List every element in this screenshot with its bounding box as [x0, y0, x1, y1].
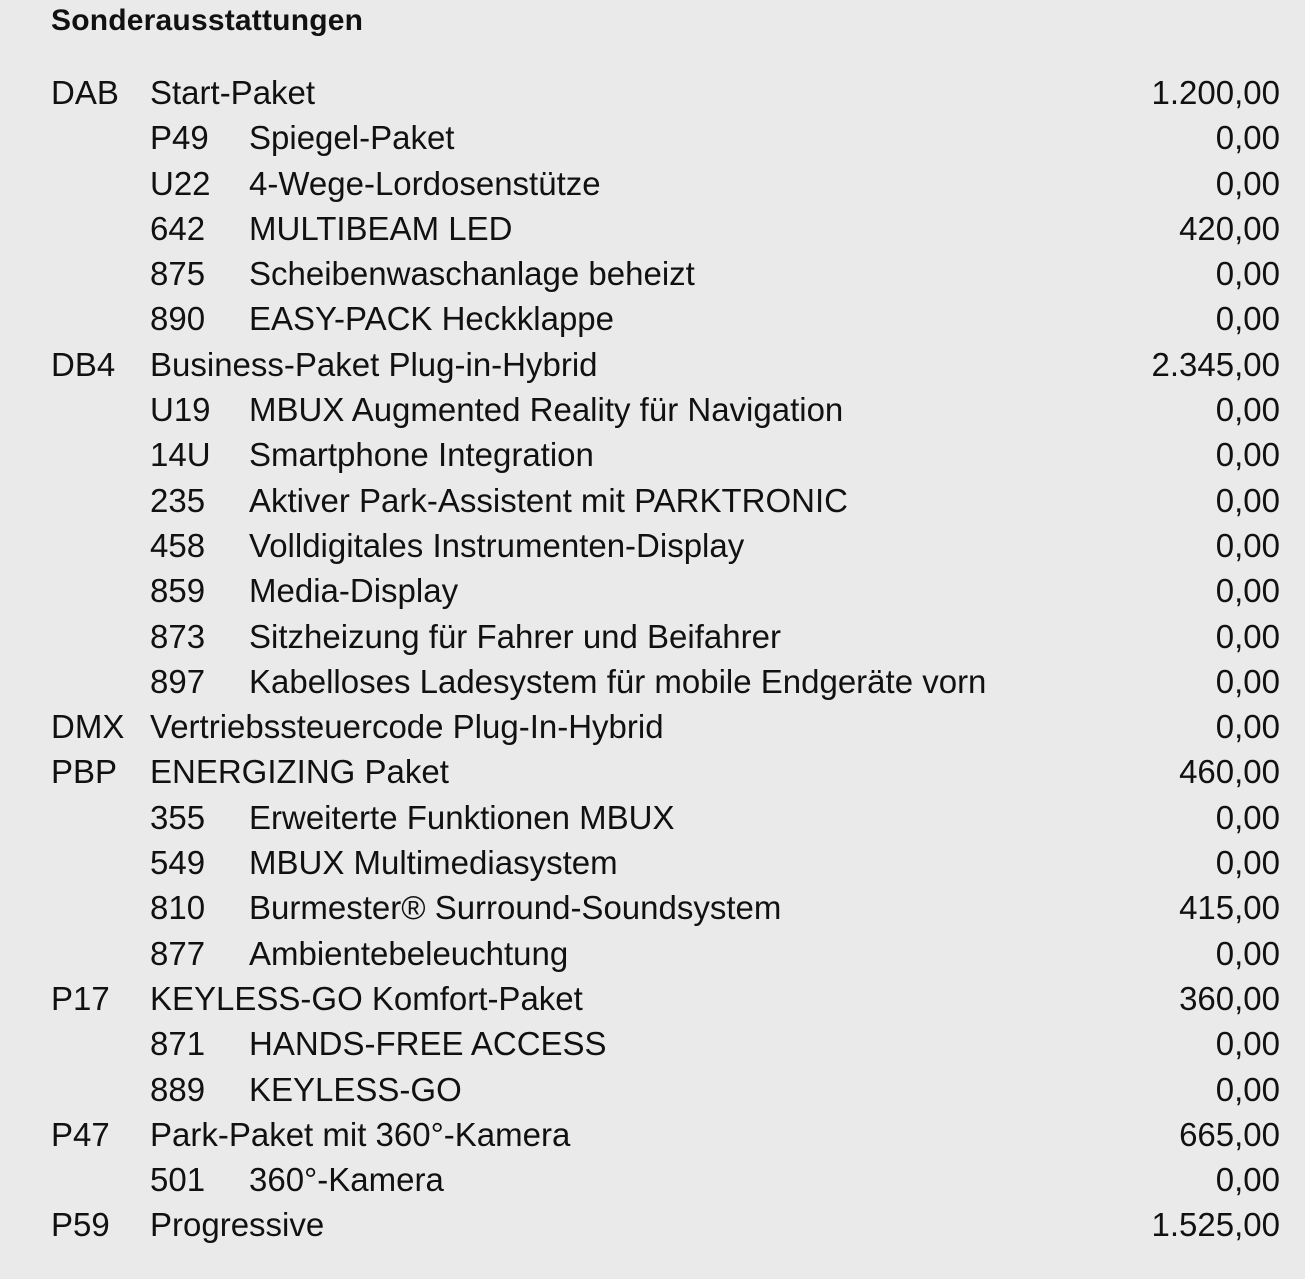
- item-code: 235: [150, 481, 206, 519]
- item-label: 4-Wege-Lordosenstütze: [249, 164, 601, 202]
- sub-item-row: [0, 296, 1305, 341]
- item-code: DMX: [51, 708, 125, 746]
- item-price: 1.200,00: [1151, 74, 1280, 111]
- item-price: 0,00: [1215, 436, 1280, 474]
- sub-item-row: [0, 161, 1305, 206]
- item-label: Smartphone Integration: [249, 436, 594, 474]
- equipment-list: [0, 70, 1305, 1248]
- item-price: 0,00: [1215, 1025, 1280, 1063]
- sub-item-row: [0, 387, 1305, 432]
- item-price: 0,00: [1215, 119, 1280, 157]
- item-price: 0,00: [1215, 300, 1280, 338]
- item-label: Ambientebeleuchtung: [249, 934, 569, 972]
- sub-item-row: [0, 659, 1305, 704]
- item-price: 0,00: [1215, 255, 1280, 293]
- sub-item-row: [0, 206, 1305, 251]
- item-code: P49: [150, 119, 209, 157]
- package-row: [0, 1112, 1305, 1157]
- item-code: DB4: [51, 345, 116, 383]
- item-code: 810: [150, 889, 206, 927]
- item-price: 0,00: [1215, 164, 1280, 202]
- item-label: Aktiver Park-Assistent mit PARKTRONIC: [249, 481, 848, 519]
- item-label: Business-Paket Plug-in-Hybrid: [150, 345, 598, 383]
- item-code: P59: [51, 1206, 110, 1244]
- item-price: 0,00: [1215, 526, 1280, 564]
- item-code: 549: [150, 844, 206, 882]
- package-row: [0, 749, 1305, 794]
- sub-item-row: [0, 251, 1305, 296]
- item-code: 355: [150, 798, 206, 836]
- item-code: 889: [150, 1070, 206, 1108]
- item-price: 415,00: [1179, 889, 1280, 927]
- sub-item-row: [0, 885, 1305, 930]
- item-code: P47: [51, 1115, 110, 1153]
- sub-item-row: [0, 568, 1305, 613]
- item-label: Scheibenwaschanlage beheizt: [249, 255, 695, 293]
- item-label: Vertriebssteuercode Plug-In-Hybrid: [150, 708, 664, 746]
- item-price: 360,00: [1179, 979, 1280, 1017]
- item-price: 0,00: [1215, 798, 1280, 836]
- item-label: Kabelloses Ladesystem für mobile Endgeräte vorn: [249, 662, 987, 700]
- item-price: 0,00: [1215, 481, 1280, 519]
- item-code: 501: [150, 1161, 206, 1199]
- item-label: Burmester® Surround-Soundsystem: [249, 889, 782, 927]
- item-label: ENERGIZING Paket: [150, 753, 449, 791]
- item-price: 1.525,00: [1151, 1206, 1280, 1244]
- item-code: P17: [51, 979, 110, 1017]
- sub-item-row: [0, 1021, 1305, 1066]
- sub-item-row: [0, 1067, 1305, 1112]
- item-code: 875: [150, 255, 206, 293]
- sub-item-row: [0, 840, 1305, 885]
- sub-item-row: [0, 478, 1305, 523]
- item-price: 0,00: [1215, 617, 1280, 655]
- package-row: [0, 704, 1305, 749]
- item-label: Media-Display: [249, 572, 459, 610]
- item-price: 0,00: [1215, 572, 1280, 610]
- item-code: 873: [150, 617, 206, 655]
- sub-item-row: [0, 614, 1305, 659]
- package-row: [0, 976, 1305, 1021]
- item-code: 458: [150, 526, 206, 564]
- item-label: KEYLESS-GO Komfort-Paket: [150, 979, 583, 1017]
- item-code: U22: [150, 164, 211, 202]
- item-label: Volldigitales Instrumenten-Display: [249, 526, 745, 564]
- item-price: 0,00: [1215, 391, 1280, 429]
- item-code: 897: [150, 662, 206, 700]
- item-price: 0,00: [1215, 1070, 1280, 1108]
- item-label: MBUX Multimediasystem: [249, 844, 618, 882]
- package-row: [0, 342, 1305, 387]
- sub-item-row: [0, 432, 1305, 477]
- item-price: 420,00: [1179, 209, 1280, 247]
- item-price: 0,00: [1215, 844, 1280, 882]
- sub-item-row: [0, 795, 1305, 840]
- item-code: 642: [150, 209, 206, 247]
- item-code: 859: [150, 572, 206, 610]
- item-price: 0,00: [1215, 934, 1280, 972]
- item-label: MBUX Augmented Reality für Navigation: [249, 391, 844, 429]
- item-label: KEYLESS-GO: [249, 1070, 462, 1108]
- item-label: Park-Paket mit 360°-Kamera: [150, 1115, 571, 1153]
- item-code: 14U: [150, 436, 211, 474]
- item-price: 0,00: [1215, 662, 1280, 700]
- sub-item-row: [0, 115, 1305, 160]
- package-row: [0, 70, 1305, 115]
- item-label: MULTIBEAM LED: [249, 209, 513, 247]
- section-title: Sonderausstattungen: [51, 4, 364, 37]
- item-label: HANDS-FREE ACCESS: [249, 1025, 607, 1063]
- item-price: 0,00: [1215, 1161, 1280, 1199]
- item-code: 871: [150, 1025, 206, 1063]
- item-price: 665,00: [1179, 1115, 1280, 1153]
- item-code: PBP: [51, 753, 118, 791]
- sub-item-row: [0, 931, 1305, 976]
- item-code: 877: [150, 934, 206, 972]
- item-price: 0,00: [1215, 708, 1280, 746]
- item-code: DAB: [51, 74, 119, 111]
- sub-item-row: [0, 523, 1305, 568]
- item-label: Start-Paket: [150, 74, 316, 111]
- item-label: Sitzheizung für Fahrer und Beifahrer: [249, 617, 781, 655]
- item-code: U19: [150, 391, 211, 429]
- item-code: 890: [150, 300, 206, 338]
- item-price: 2.345,00: [1151, 345, 1280, 383]
- item-label: 360°-Kamera: [249, 1161, 444, 1199]
- item-label: Erweiterte Funktionen MBUX: [249, 798, 675, 836]
- package-row: [0, 1202, 1305, 1247]
- sub-item-row: [0, 1157, 1305, 1202]
- item-price: 460,00: [1179, 753, 1280, 791]
- item-label: Progressive: [150, 1206, 325, 1244]
- item-label: EASY-PACK Heckklappe: [249, 300, 615, 338]
- item-label: Spiegel-Paket: [249, 119, 455, 157]
